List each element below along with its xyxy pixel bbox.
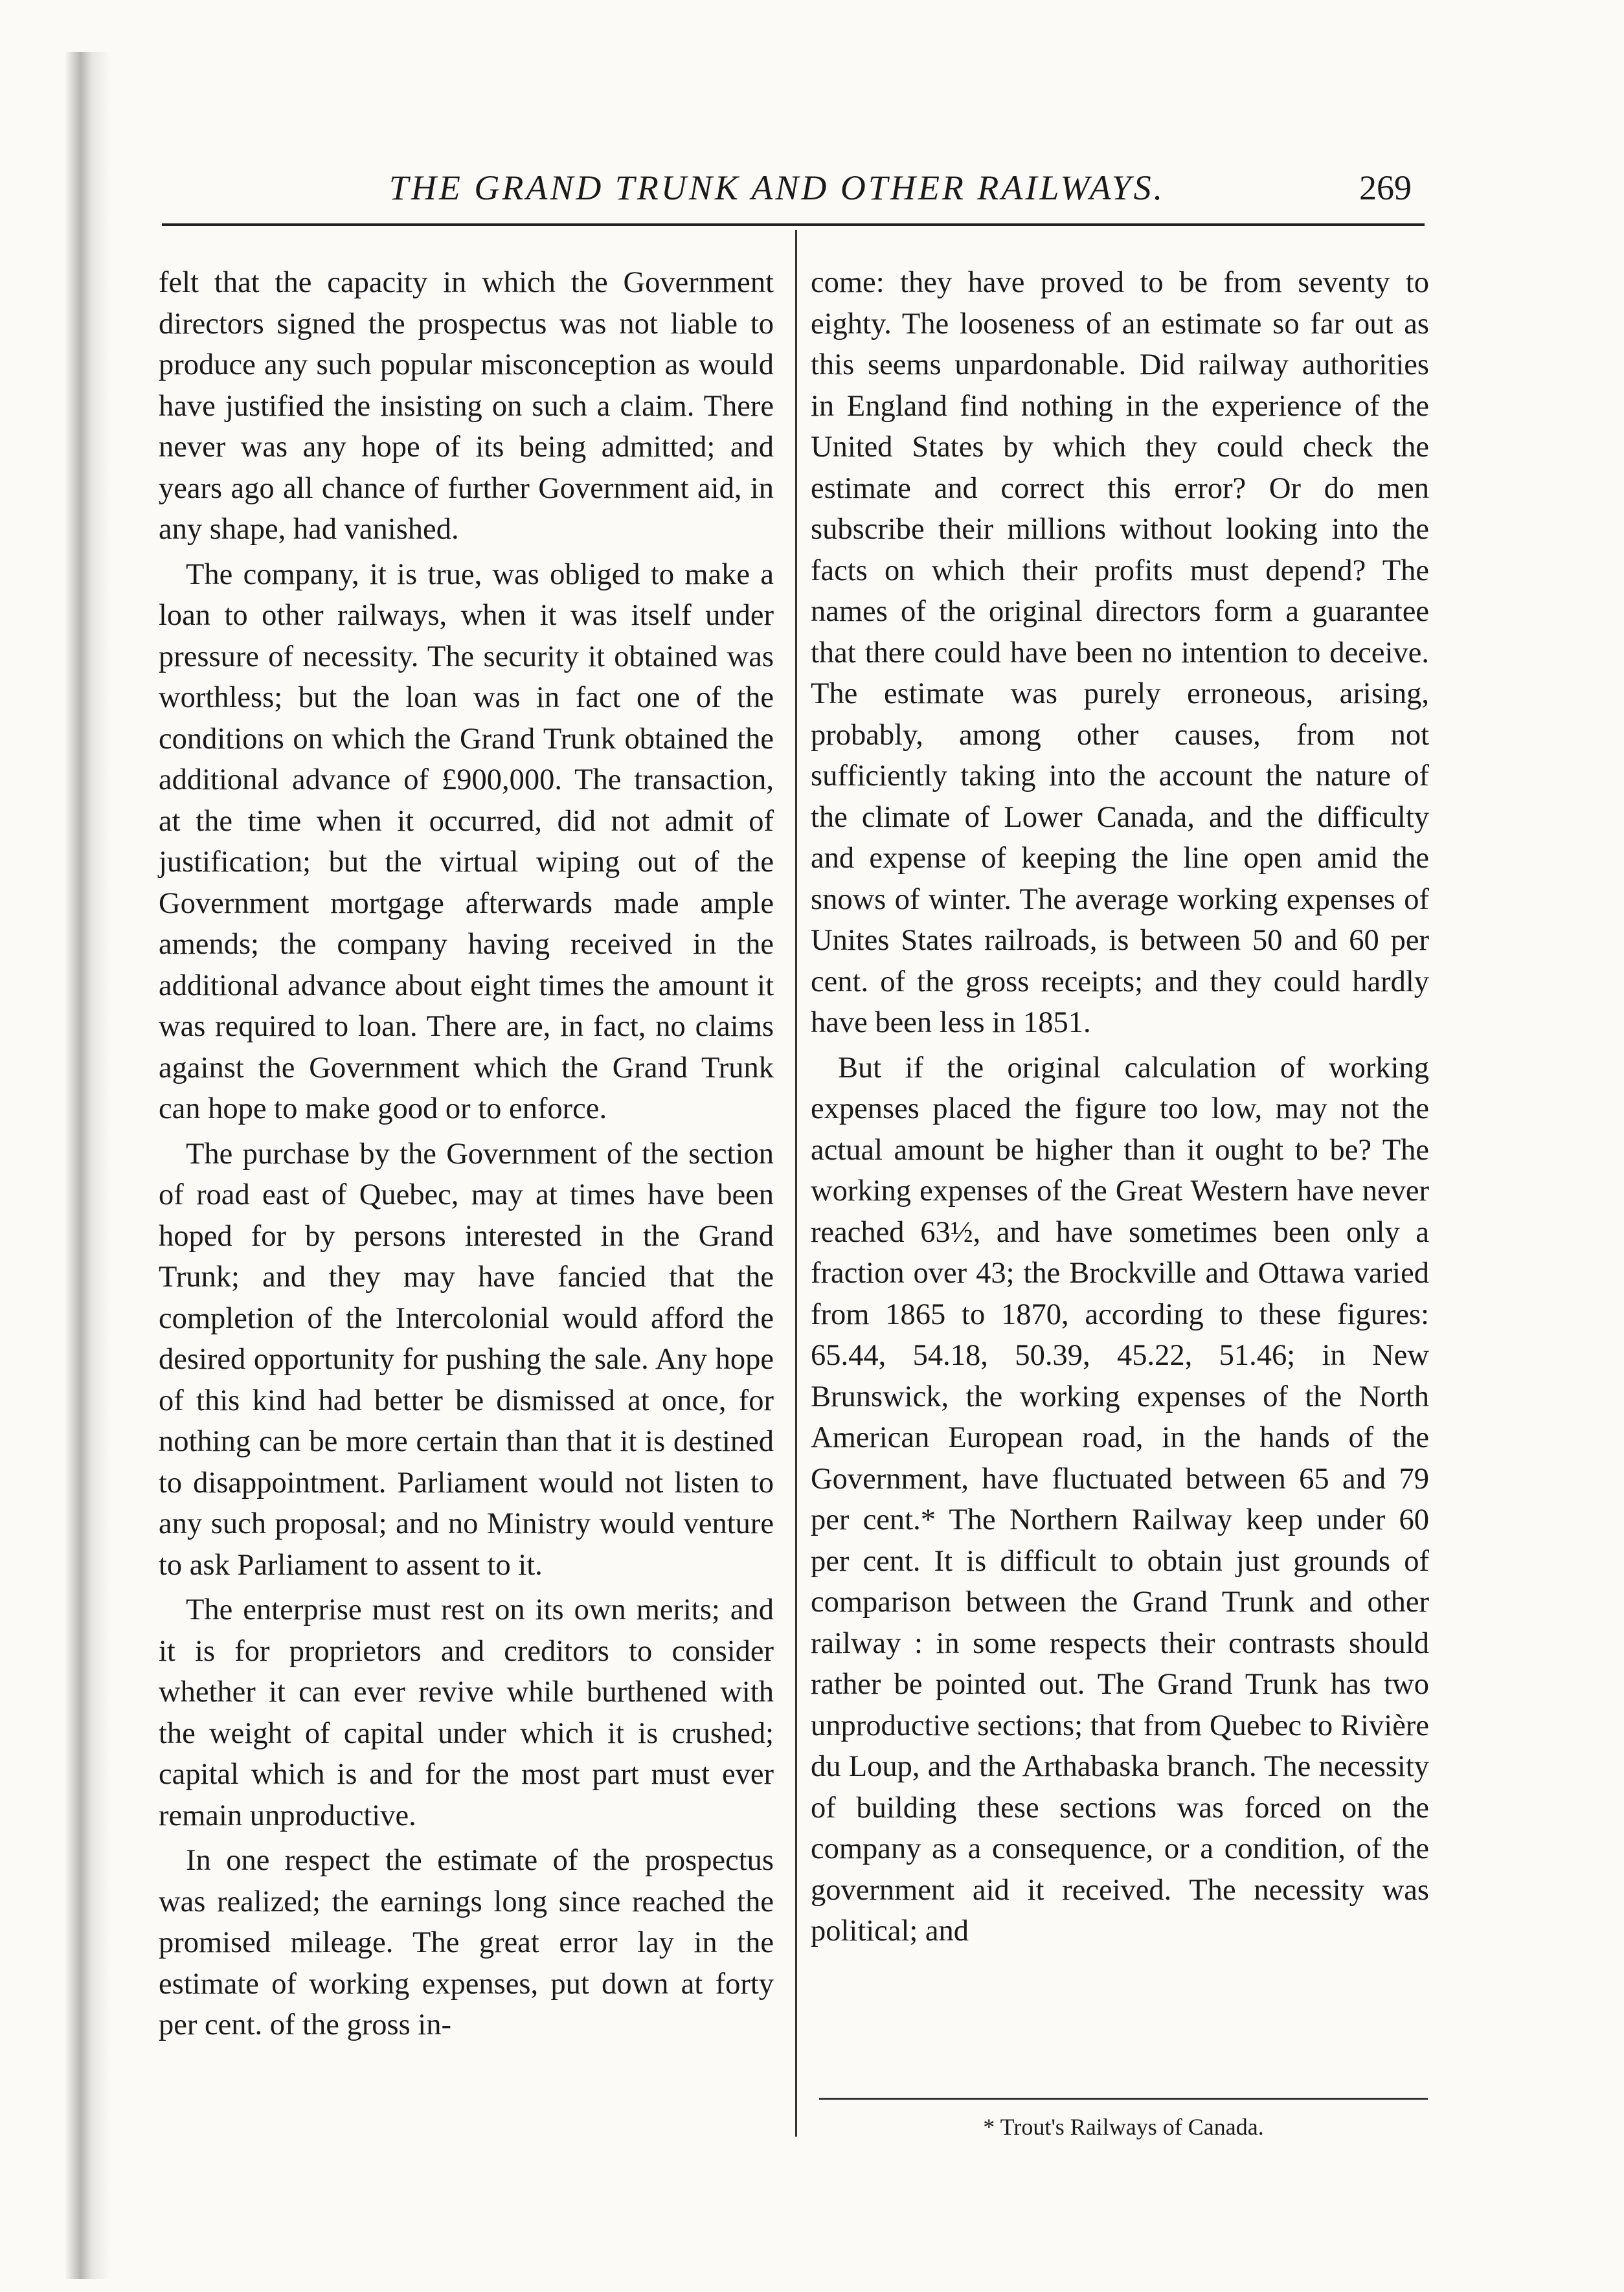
left-column [159,262,774,2046]
paragraph: In one respect the estimate of the prospectus was realized; the earnings long since reached the promised mileage. The great error lay in the estimate of working expenses, put down at forty per cent. of the gross in- [159,1844,774,2041]
column-divider [795,230,797,2137]
paragraph: The purchase by the Government of the section of road east of Quebec, may at times have been hoped for by persons interested in the Grand Trunk; and they may have fancied that the completion of the Intercolonial would afford the desired opportunity for pushing the sale. Any hope of this kind had better be dismissed at once, for nothing can be more certain than that it is destined to disappointment. Parliament would not listen to any such proposal; and no Ministry would venture to ask Parliament to assent to it. [159,1137,774,1582]
paragraph: felt that the capacity in which the Government directors signed the prospectus was not liable to produce any such popular misconception as would have justified the insisting on such a claim. There never was any hope of its being admitted; and years ago all chance of further Government aid, in any shape, had vanished. [159,266,774,546]
paragraph: come: they have proved to be from seventy to eighty. The looseness of an estimate so far out as this seems unpardonable. Did railway authorities in England find nothing in the experience of the United States by which they could check the estimate and correct this error? Or do men subscribe their millions without looking into the facts on which their profits must depend? The names of the original directors form a guarantee that there could have been no intention to deceive. The estimate was purely erroneous, arising, probably, among other causes, from not sufficiently taking into the account the nature of the climate of Lower Canada, and the difficulty and expense of keeping the line open amid the snows of winter. The average working expenses of Unites States railroads, is between 50 and 60 per cent. of the gross receipts; and they could hardly have been less in 1851. [811,266,1429,1039]
running-title: THE GRAND TRUNK AND OTHER RAILWAYS. [389,168,1166,207]
paragraph: The enterprise must rest on its own merits; and it is for proprietors and creditors to consider whether it can ever revive while burthened with the weight of capital under which it is crushed; capital which is and for the most part must ever remain unproductive. [159,1593,774,1832]
paragraph: The company, it is true, was obliged to make a loan to other railways, when it was itself under pressure of necessity. The security it obtained was worthless; but the loan was in fact one of the conditions on which the Grand Trunk obtained the additional advance of £900,000. The transaction, at the time when it occurred, did not admit of justification; but the virtual wiping out of the Government mortgage afterwards made ample amends; the company having received in the additional advance about eight times the amount it was required to loan. There are, in fact, no claims against the Government which the Grand Trunk can hope to make good or to enforce. [159,557,774,1125]
paragraph: But if the original calculation of working expenses placed the figure too low, may not the actual amount be higher than it ought to be? The working expenses of the Great Western have never reached 63½, and have sometimes been only a fraction over 43; the Brockville and Ottawa varied from 1865 to 1870, according to these figures: 65.44, 54.18, 50.39, 45.22, 51.46; in New Brunswick, the working expenses of the North American European road, in the hands of the Government, have fluctuated between 65 and 79 per cent.* The Northern Railway keep under 60 per cent. It is difficult to obtain just grounds of comparison between the Grand Trunk and other railway : in some respects their contrasts should rather be pointed out. The Grand Trunk has two unproductive sections; that from Quebec to Rivière du Loup, and the Arthabaska branch. The necessity of building these sections was forced on the company as a consequence, or a condition, of the government aid it received. The necessity was political; and [811,1051,1429,1948]
page-header [162,162,1425,214]
header-rule [162,223,1425,226]
footnote: * Trout's Railways of Canada. [983,2114,1264,2140]
right-column [811,262,1429,1952]
page-number: 269 [1359,168,1412,207]
book-spine-shadow [65,52,110,2279]
footnote-rule [819,2098,1428,2100]
